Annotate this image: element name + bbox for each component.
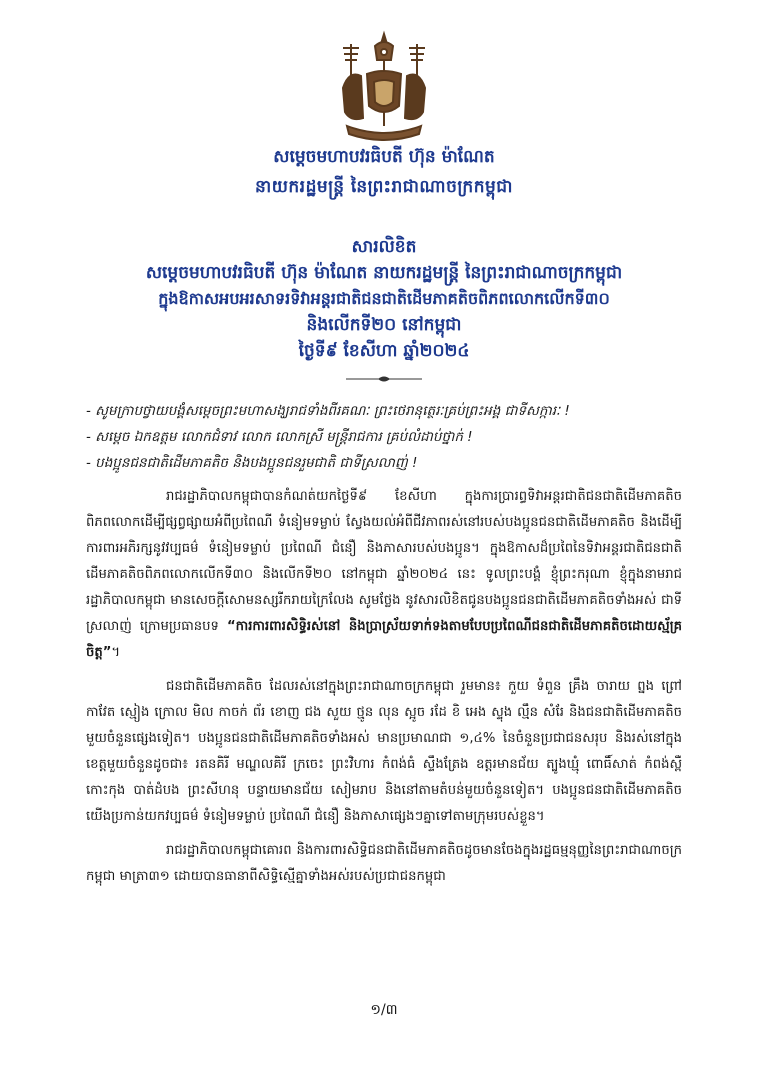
royal-emblem-icon bbox=[329, 30, 439, 142]
salutation-item: - សម្តេច ឯកឧត្តម លោកជំទាវ លោក លោកស្រី មន្ត្រីរាជការ គ្រប់លំដាប់ថ្នាក់ ! bbox=[86, 429, 473, 445]
page-number: ១/៣ bbox=[370, 1002, 398, 1018]
title-date: ថ្ងៃទី៩ ខែសីហា ឆ្នាំ២០២៤ bbox=[298, 341, 470, 361]
paragraph-end: ។ bbox=[111, 645, 121, 660]
signer-block bbox=[86, 142, 682, 202]
title-heading: សារលិខិត bbox=[351, 237, 417, 257]
salutation-item: - បងប្អូនជនជាតិដើមភាគតិច និងបងប្អូនជនរួមជាតិ ជាទីស្រលាញ់ ! bbox=[86, 455, 418, 471]
title-line-1: សម្តេចមហាបវរធិបតី ហ៊ុន ម៉ាណែត នាយករដ្ឋមន្ត្រី នៃព្រះរាជាណាចក្រកម្ពុជា bbox=[145, 263, 623, 283]
signer-position: នាយករដ្ឋមន្ត្រី នៃព្រះរាជាណាចក្រកម្ពុជា bbox=[255, 177, 513, 197]
salutation-list bbox=[86, 398, 682, 476]
body-paragraph-1 bbox=[86, 484, 682, 666]
body-paragraph-3: រាជរដ្ឋាភិបាលកម្ពុជាគោរព និងការពារសិទ្ធិជនជាតិដើមភាគតិចដូចមានចែងក្នុងរដ្ឋធម្មនុញ្ញនៃព្រះរាជាណាចក្រកម្ពុជា មាត្រា៣១ ដោយបានធានាពីសិទ្ធិស្មើគ្នាទាំងអស់របស់ប្រជាជនកម្ពុជា bbox=[86, 843, 682, 884]
title-line-3: និងលើកទី២០ នៅកម្ពុជា bbox=[306, 315, 462, 335]
signer-name: សម្តេចមហាបវរធិបតី ហ៊ុន ម៉ាណែត bbox=[273, 147, 495, 167]
salutation-item: - សូមក្រាបថ្វាយបង្គំសម្តេចព្រះមហាសង្ឃរាជទាំងពីរគណៈ ព្រះថេរានុត្ថេរៈគ្រប់ព្រះអង្គ ជាទីសក្ការៈ ! bbox=[86, 403, 570, 419]
document-title bbox=[86, 234, 682, 364]
paragraph-text: រាជរដ្ឋាភិបាលកម្ពុជាបានកំណត់យកថ្ងៃទី៩ ខែសីហា ក្នុងការប្រារព្ធទិវាអន្តរជាតិជនជាតិដើមភាគតិចពិភពលោកដើម្បីផ្សព្វផ្សាយអំពីប្រពៃណី ទំនៀមទម្លាប់ ស្វែងយល់អំពីជីវភាពរស់នៅរបស់បងប្អូនជនជាតិដើមភាគតិច និងដើម្បីការពារអភិរក្សនូវវប្បធម៌ ទំនៀមទម្លាប់ ប្រពៃណី ជំនឿ និងភាសារបស់បងប្អូន។ ក្នុងឱកាសដ៏ប្រពៃនៃទិវាអន្តរជាតិជនជាតិដើមភាគតិចពិភពលោកលើកទី៣០ និងលើកទី២០ នៅកម្ពុជា ឆ្នាំ២០២៤ នេះ ទូលព្រះបង្គំ ខ្ញុំព្រះករុណា ខ្ញុំក្នុងនាមរាជរដ្ឋាភិបាលកម្ពុជា មានសេចក្តីសោមនស្សរីករាយក្រៃលែង សូមថ្លែង នូវសារលិខិតជូនបងប្អូនជនជាតិដើមភាគតិចទាំងអស់ ជាទីស្រលាញ់ ក្រោមប្រធានបទ bbox=[86, 489, 682, 634]
theme-text: “ការការពារសិទ្ធិរស់នៅ និងប្រាស្រ័យទាក់ទងតាមបែបប្រពៃណីជនជាតិដើមភាគតិចដោយស្ម័គ្រចិត្ត” bbox=[86, 619, 682, 660]
body-paragraph-2: ជនជាតិដើមភាគតិច ដែលរស់នៅក្នុងព្រះរាជាណាចក្រកម្ពុជា រួមមាន៖ កួយ ទំពួន គ្រឹង ចារាយ ព្នង ព្រៅ កាវែត ស្មៀង ក្រោល មិល កាចក់ ព័រ ខោញ ជង សួយ ថ្មូន លុន ស្អូច រដែ ខិ អេង ស្ទុង ល្មឹន សំរែ និងជនជាតិដើមភាគតិចមួយចំនួនផ្សេងទៀត។ បងប្អូនជនជាតិដើមភាគតិចទាំងអស់ មានប្រមាណជា ១,៤% នៃចំនួនប្រជាជនសរុប និងរស់នៅក្នុងខេត្តមួយចំនួនដូចជា៖ រតនគិរី មណ្ឌលគិរី ក្រចេះ ព្រះវិហារ កំពង់ធំ ស្ទឹងត្រែង ឧត្តរមានជ័យ ត្បូងឃ្មុំ ពោធិ៍សាត់ កំពង់ស្ពឺ កោះកុង បាត់ដំបង ព្រះសីហនុ បន្ទាយមានជ័យ សៀមរាប និងនៅតាមតំបន់មួយចំនួនទៀត។ បងប្អូនជនជាតិដើមភាគតិច យើងប្រកាន់យកវប្បធម៌ ទំនៀមទម្លាប់ ប្រពៃណី ជំនឿ និងភាសាផ្សេងៗគ្នាទៅតាមក្រុមរបស់ខ្លួន។ bbox=[86, 679, 682, 824]
ornament-divider bbox=[344, 374, 424, 384]
title-line-2: ក្នុងឱកាសអបអរសាទរទិវាអន្តរជាតិជនជាតិដើមភាគតិចពិភពលោកលើកទី៣០ bbox=[158, 289, 610, 308]
